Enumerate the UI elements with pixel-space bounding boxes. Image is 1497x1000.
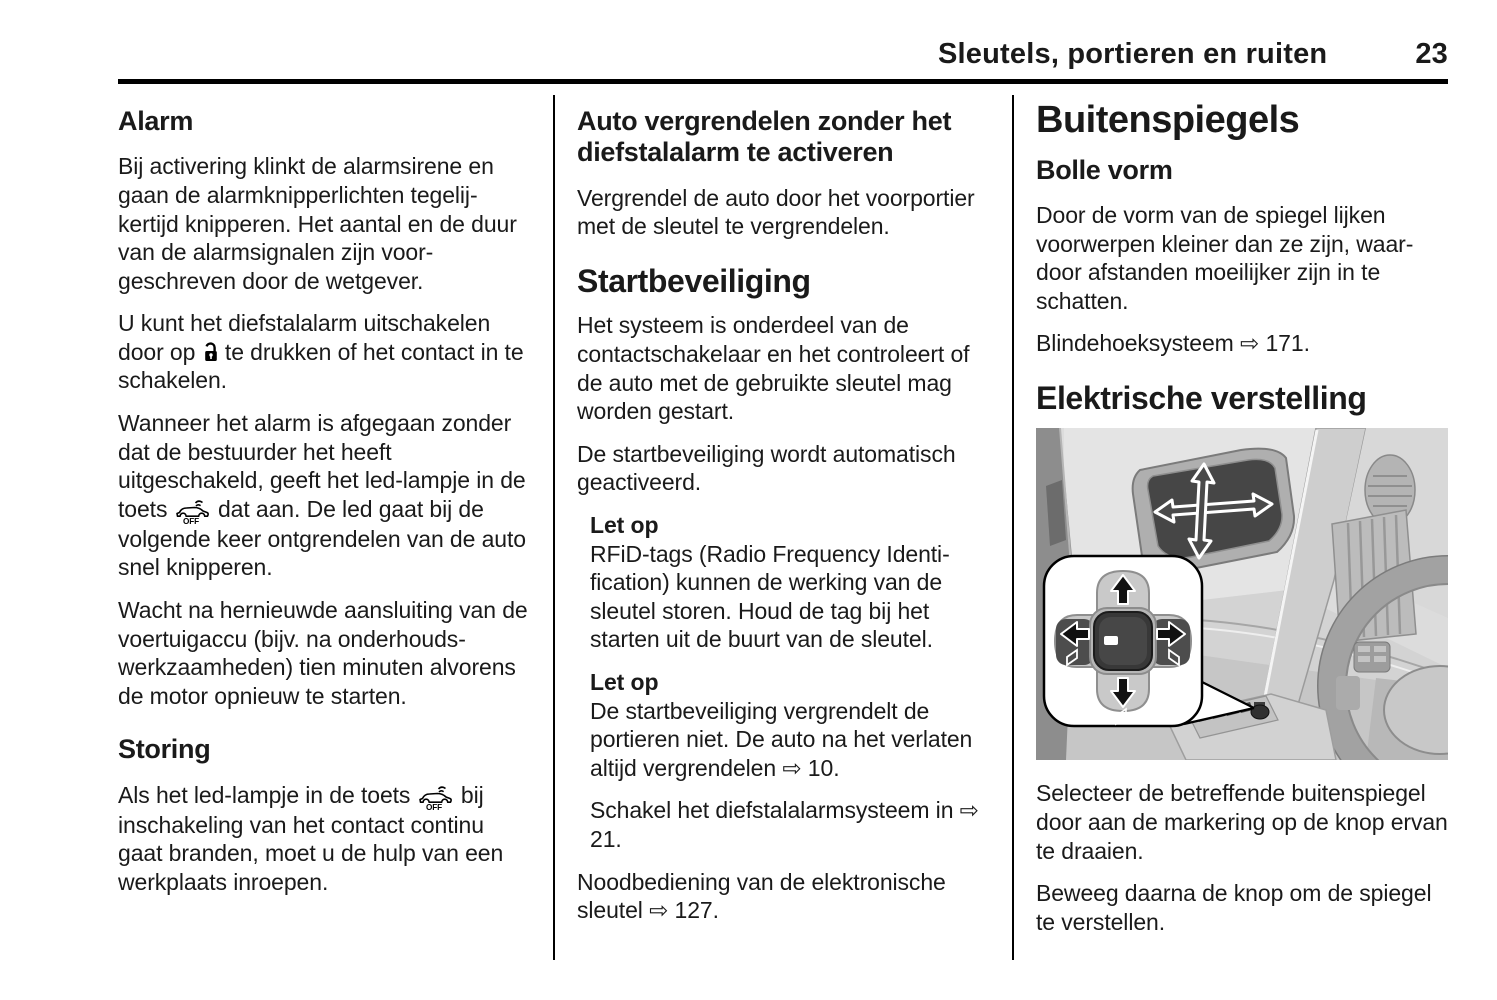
- section-heading-startbeveiliging: Startbeveiliging: [577, 262, 811, 299]
- paragraph: Selecteer de betreffende buitenspiegel door aan de markering op de knop ervan te draaien.: [1036, 780, 1448, 864]
- svg-text:OFF: OFF: [425, 802, 442, 811]
- paragraph: De startbeveiliging wordt automatisch geactiveerd.: [577, 440, 956, 496]
- note-block: [577, 668, 989, 854]
- paragraph-text: te drukken of het contact in te schakelen.: [118, 338, 524, 394]
- cross-reference: Blindehoeksysteem ⇨ 171.: [1036, 330, 1310, 357]
- column-divider: [553, 95, 555, 960]
- header-rule: [118, 79, 1448, 84]
- page-header: [118, 38, 1448, 71]
- column-divider: [1012, 95, 1014, 960]
- note-title: Let op: [590, 511, 659, 538]
- section-heading-alarm: Alarm: [118, 106, 194, 136]
- paragraph: Wacht na hernieuwde aansluiting van de voertuigaccu (bijv. na onderhoudswerkzaamheden) tien minuten alvorens de motor opnieuw te starten.: [118, 597, 528, 709]
- page-number: 23: [1415, 38, 1448, 70]
- note-body: De startbeveiliging vergrendelt de portieren niet. De auto na het verlaten altijd vergrendelen ⇨ 10.: [590, 697, 973, 781]
- car-interior-mirror-figure: [1036, 428, 1448, 760]
- paragraph: Vergrendel de auto door het voorportier met de sleutel te vergrendelen.: [577, 184, 975, 240]
- section-heading-elektrische-verstelling: Elektrische verstelling: [1036, 379, 1367, 416]
- paragraph-text: U kunt het diefstalalarm uitschakelen door op: [118, 310, 491, 365]
- section-heading-buitenspiegels: Buitenspiegels: [1036, 99, 1300, 141]
- section-heading-lock-without-alarm: Auto vergrendelen zonder het diefstalalarm te activeren: [577, 106, 952, 168]
- note-body: Schakel het diefstalalarmsysteem in ⇨ 21.: [590, 797, 979, 852]
- chapter-title: Sleutels, portieren en ruiten: [938, 38, 1328, 70]
- note-title: Let op: [590, 668, 659, 695]
- car-alarm-off-icon: [417, 784, 455, 811]
- paragraph: [118, 309, 530, 395]
- paragraph: Het systeem is onderdeel van de contactschakelaar en het controleert of de auto met de gebruikte sleutel mag worden gestart.: [577, 312, 970, 425]
- unlock-icon: [202, 342, 219, 363]
- paragraph: Bij activering klinkt de alarmsirene en gaan de alarmknipperlichten tegelijkertijd knipperen. Het aantal en de duur van de alarmsignalen zijn voorgeschreven door de wetgever.: [118, 153, 517, 294]
- paragraph-text: Als het led-lampje in de toets: [118, 781, 417, 808]
- paragraph: Beweeg daarna de knop om de spiegel te verstellen.: [1036, 880, 1432, 935]
- svg-text:OFF: OFF: [182, 517, 199, 525]
- section-heading-storing: Storing: [118, 734, 211, 765]
- paragraph: [118, 781, 530, 897]
- note-block: [577, 511, 989, 654]
- paragraph-text: Wanneer het alarm is afgegaan zonder dat de bestuurder het heeft uitgeschakeld, geeft het led-lampje in de toets: [118, 410, 526, 522]
- manual-page: [118, 38, 1448, 950]
- paragraph: [118, 409, 530, 582]
- column-immobilizer: [577, 106, 989, 950]
- paragraph: Door de vorm van de spiegel lijken voorwerpen kleiner dan ze zijn, waardoor afstanden moeilijker zijn in te schatten.: [1036, 201, 1414, 314]
- section-heading-bolle-vorm: Bolle vorm: [1036, 154, 1173, 185]
- content-columns: [118, 99, 1448, 950]
- mirror-adjustment-illustration: [1036, 428, 1448, 760]
- paragraph-text: bij inschakeling van het contact continu gaat branden, moet u de hulp van een werkplaats inroepen.: [118, 781, 504, 895]
- note-body: RFiD-tags (Radio Frequency Identification) kunnen de werking van de sleutel storen. Houd de tag bij het starten uit de buurt van de sleutel.: [590, 540, 950, 653]
- column-mirrors: [1036, 99, 1448, 950]
- column-alarm: [118, 106, 530, 950]
- cross-reference: Noodbediening van de elektronische sleutel ⇨ 127.: [577, 868, 946, 924]
- paragraph-text: dat aan. De led gaat bij de volgende keer ontgrendelen van de auto snel knipperen.: [118, 495, 526, 581]
- car-alarm-off-icon: [174, 498, 212, 525]
